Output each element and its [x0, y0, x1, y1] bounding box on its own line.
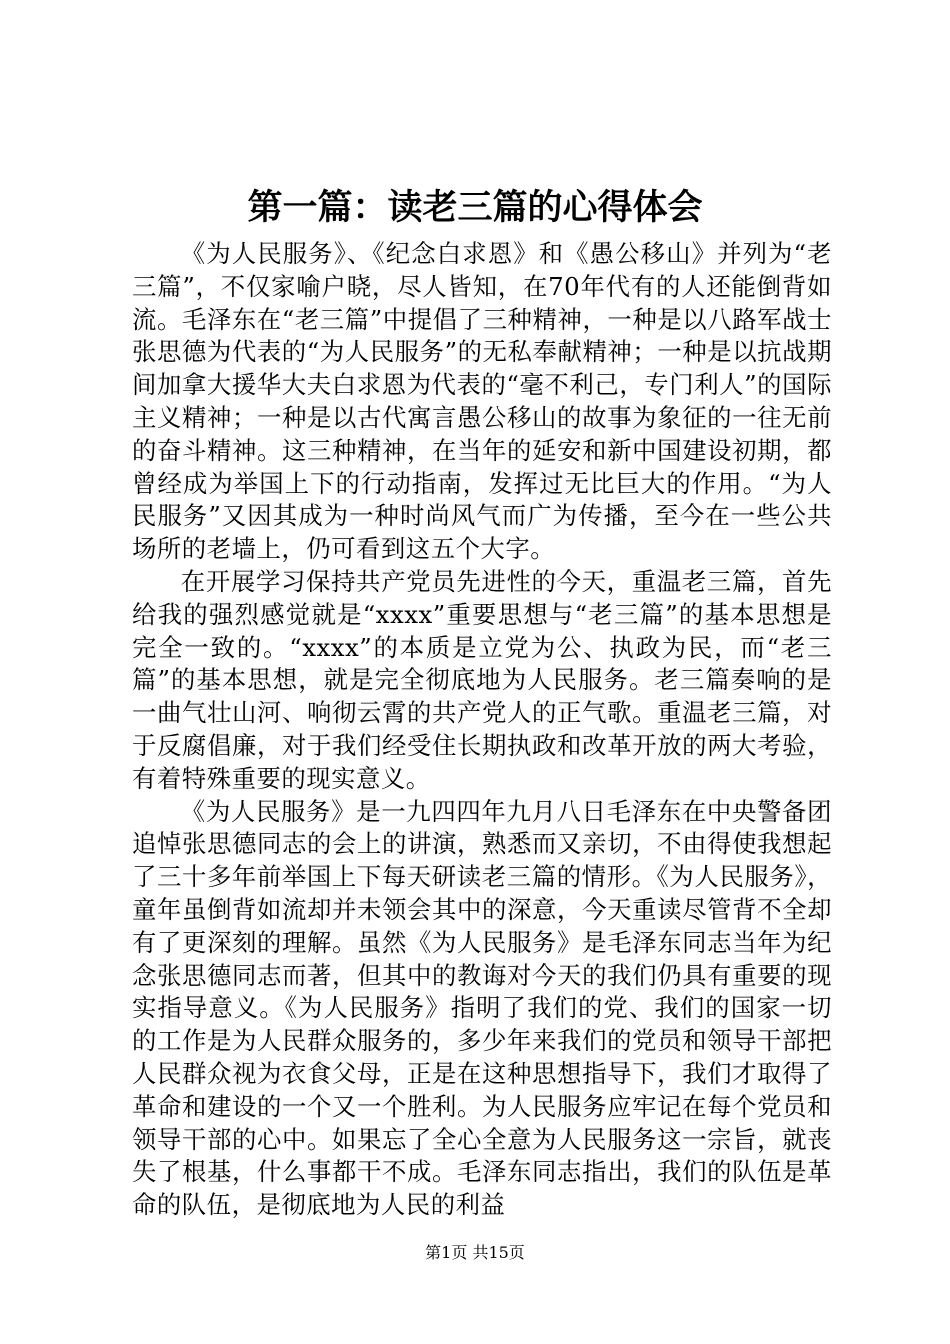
paragraph: 在开展学习保持共产党员先进性的今天，重温老三篇，首先给我的强烈感觉就是“xxxx”重要思想与“老三篇”的基本思想是完全一致的。“xxxx”的本质是立党为公、执政为民，而“老三篇”的基本思想，就是完全彻底地为人民服务。老三篇奏响的是一曲气壮山河、响彻云霄的共产党人的正气歌。重温老三篇，对于反腐倡廉，对于我们经受住长期执政和改革开放的两大考验，有着特殊重要的现实意义。	[132, 566, 832, 793]
paragraph: 《为人民服务》、《纪念白求恩》和《愚公移山》并列为“老三篇”，不仅家喻户晓，尽人皆知，在70年代有的人还能倒背如流。毛泽东在“老三篇”中提倡了三种精神，一种是以八路军战士张思德为代表的“为人民服务”的无私奉献精神；一种是以抗战期间加拿大援华大夫白求恩为代表的“毫不利己，专门利人”的国际主义精神；一种是以古代寓言愚公移山的故事为象征的一往无前的奋斗精神。这三种精神，在当年的延安和新中国建设初期，都曾经成为举国上下的行动指南，发挥过无比巨大的作用。“为人民服务”又因其成为一种时尚风气而广为传播，至今在一些公共场所的老墙上，仍可看到这五个大字。	[132, 239, 832, 564]
page-footer: 第1页 共15页	[425, 1243, 525, 1262]
paragraph: 《为人民服务》是一九四四年九月八日毛泽东在中央警备团追悼张思德同志的会上的讲演，熟悉而又亲切，不由得使我想起了三十多年前举国上下每天研读老三篇的情形。《为人民服务》，童年虽倒背如流却并未领会其中的深意，今天重读尽管背不全却有了更深刻的理解。虽然《为人民服务》是毛泽东同志当年为纪念张思德同志而著，但其中的教诲对今天的我们仍具有重要的现实指导意义。《为人民服务》指明了我们的党、我们的国家一切的工作是为人民群众服务的，多少年来我们的党员和领导干部把人民群众视为衣食父母，正是在这种思想指导下，我们才取得了革命和建设的一个又一个胜利。为人民服务应牢记在每个党员和领导干部的心中。如果忘了全心全意为人民服务这一宗旨，就丧失了根基，什么事都干不成。毛泽东同志指出，我们的队伍是革命的队伍，是彻底地为人民的利益	[132, 796, 832, 1220]
document-body	[132, 238, 832, 1222]
document-title: 第一篇：读老三篇的心得体会	[247, 188, 703, 228]
